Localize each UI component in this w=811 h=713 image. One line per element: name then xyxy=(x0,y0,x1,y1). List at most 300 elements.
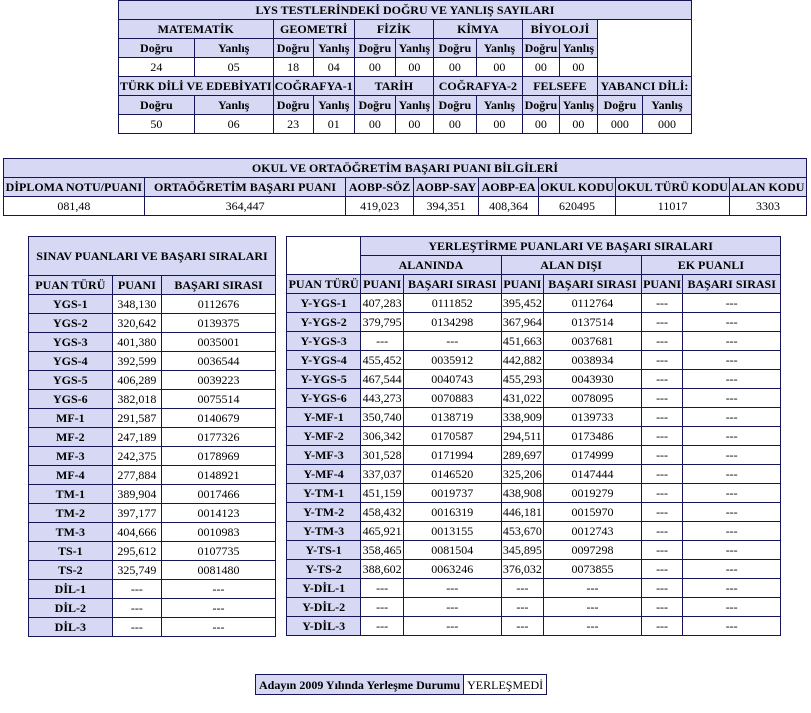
sira-cell: --- xyxy=(404,332,501,350)
puan-cell: 294,511 xyxy=(503,429,542,443)
table-row xyxy=(287,560,780,578)
dogru-header: Doğru xyxy=(524,41,558,55)
dogru-header: Doğru xyxy=(355,39,395,57)
sira-cell: --- xyxy=(683,332,780,350)
lys-value: 00 xyxy=(560,115,597,133)
puan-turu-cell: Y-YGS-4 xyxy=(287,351,360,369)
yanlis-header: Yanlış xyxy=(396,96,433,114)
puan-cell: --- xyxy=(642,446,683,464)
sira-cell: 0015970 xyxy=(544,503,641,521)
table-row xyxy=(29,409,275,427)
lys-value: 23 xyxy=(274,115,313,133)
sira-cell: --- xyxy=(683,560,780,578)
puan-cell: 345,895 xyxy=(502,543,542,557)
puan-turu-header: PUAN TÜRÜ xyxy=(29,276,112,294)
subject-matematik: MATEMATİK xyxy=(119,20,273,38)
puan-cell: 446,181 xyxy=(502,505,542,519)
puan-cell: 247,189 xyxy=(113,428,161,446)
puan-turu-cell: Y-MF-2 xyxy=(287,427,360,445)
puan-cell: --- xyxy=(502,598,544,616)
puan-turu-cell: Y-DİL-2 xyxy=(287,598,360,616)
basari-sirasi-header: BAŞARI SIRASI xyxy=(404,275,501,293)
puan-turu-cell: DİL-1 xyxy=(29,580,112,598)
subject-kimya: KİMYA xyxy=(434,20,522,38)
okul-kodu-value: 620495 xyxy=(539,197,615,215)
yer-blank-cell xyxy=(287,237,360,274)
sira-cell: --- xyxy=(162,618,275,636)
table-row xyxy=(287,408,780,426)
puan-turu-cell: TS-2 xyxy=(29,561,112,579)
sinav-rows xyxy=(29,295,275,636)
lys-value: 50 xyxy=(119,115,194,133)
okul-turu-kodu-value: 11017 xyxy=(616,197,729,215)
puan-turu-cell: Y-TS-2 xyxy=(287,560,360,578)
subject-biyoloji: BİYOLOJİ xyxy=(523,20,597,38)
sira-cell: 0147444 xyxy=(544,465,641,483)
okul-kodu-header: OKUL KODU xyxy=(540,180,614,194)
table-row xyxy=(29,333,275,351)
sira-cell: 0010983 xyxy=(162,523,275,541)
sira-cell: 0134298 xyxy=(404,313,501,331)
puan-cell: 325,206 xyxy=(502,467,542,481)
puan-cell: --- xyxy=(642,332,683,350)
puan-turu-cell: YGS-3 xyxy=(29,333,112,351)
sira-cell: --- xyxy=(683,503,780,521)
subject-yabanci-dili: YABANCI DİLİ: xyxy=(598,77,691,95)
diploma-header: DİPLOMA NOTU/PUANI xyxy=(5,180,143,194)
puan-cell: 401,380 xyxy=(113,333,161,351)
alan-kodu-value: 3303 xyxy=(730,197,806,215)
sira-cell: 0112676 xyxy=(162,295,275,313)
sira-cell: 0019737 xyxy=(404,484,501,502)
puan-cell: --- xyxy=(642,522,683,540)
status-label: Adayın 2009 Yılında Yerleşme Durumu xyxy=(256,675,463,694)
puan-cell: 467,544 xyxy=(362,372,402,386)
dogru-header: Doğru xyxy=(355,96,395,114)
puan-cell: 291,587 xyxy=(113,409,161,427)
table-row xyxy=(29,428,275,446)
sira-cell: --- xyxy=(544,617,641,635)
dogru-header: Doğru xyxy=(434,39,476,57)
sira-cell: 0081480 xyxy=(162,561,275,579)
sira-cell: 0178969 xyxy=(162,447,275,465)
sira-cell: 0081504 xyxy=(404,541,501,559)
puan-cell: --- xyxy=(113,580,161,598)
puan-cell: 389,904 xyxy=(113,485,161,503)
aobp-say-header: AOBP-SAY xyxy=(414,178,479,196)
puan-turu-cell: Y-YGS-1 xyxy=(287,294,360,312)
yer-title: YERLEŞTİRME PUANLARI VE BAŞARI SIRALARI xyxy=(361,237,780,255)
aobp-ea-value: 408,364 xyxy=(479,197,538,215)
sira-cell: 0075514 xyxy=(162,390,275,408)
table-row xyxy=(287,484,780,502)
lys-value: 000 xyxy=(643,115,691,133)
table-row xyxy=(287,370,780,388)
puan-turu-cell: Y-YGS-6 xyxy=(287,389,360,407)
yanlis-header: Yanlış xyxy=(396,39,433,57)
lys-value: 00 xyxy=(355,115,395,133)
table-row xyxy=(29,542,275,560)
sira-cell: 0078095 xyxy=(544,389,641,407)
puan-cell: --- xyxy=(642,503,683,521)
table-row xyxy=(29,371,275,389)
obp-table xyxy=(3,158,807,216)
table-row xyxy=(287,579,780,597)
table-row xyxy=(29,314,275,332)
sira-cell: 0012743 xyxy=(544,522,641,540)
puan-cell: --- xyxy=(361,598,403,616)
lys-value: 01 xyxy=(314,115,354,133)
basari-sirasi-header: BAŞARI SIRASI xyxy=(683,275,780,293)
puan-cell: --- xyxy=(642,484,683,502)
sira-cell: 0170587 xyxy=(404,427,501,445)
puan-cell: --- xyxy=(642,560,683,578)
sira-cell: --- xyxy=(683,598,780,616)
sira-cell: --- xyxy=(683,484,780,502)
obp-header: ORTAÖĞRETİM BAŞARI PUANI xyxy=(145,178,346,196)
puan-cell: 397,177 xyxy=(113,504,161,522)
puan-cell: 455,452 xyxy=(362,353,402,367)
sira-cell: 0139733 xyxy=(544,408,641,426)
sira-cell: 0040743 xyxy=(404,370,501,388)
table-row xyxy=(287,332,780,350)
lys-blank-cell xyxy=(598,20,691,76)
table-row xyxy=(287,598,780,616)
sira-cell: 0036544 xyxy=(162,352,275,370)
sira-cell: --- xyxy=(683,541,780,559)
puan-turu-cell: Y-TM-3 xyxy=(287,522,360,540)
lys-value: 24 xyxy=(119,58,194,76)
sira-cell: --- xyxy=(683,427,780,445)
puan-turu-cell: TM-2 xyxy=(29,504,112,522)
puan-cell: 451,159 xyxy=(362,486,402,500)
puan-turu-cell: TS-1 xyxy=(29,542,112,560)
sira-cell: --- xyxy=(683,465,780,483)
sira-cell: --- xyxy=(683,617,780,635)
puan-cell: --- xyxy=(642,408,683,426)
subject-felsefe: FELSEFE xyxy=(523,77,597,95)
table-row xyxy=(29,352,275,370)
puan-cell: 465,921 xyxy=(362,524,402,538)
table-row xyxy=(29,485,275,503)
puan-cell: 431,022 xyxy=(502,391,542,405)
sira-cell: 0063246 xyxy=(404,560,501,578)
lys-value: 04 xyxy=(314,58,354,76)
table-row xyxy=(287,503,780,521)
puan-cell: --- xyxy=(642,465,683,483)
sira-cell: 0038934 xyxy=(544,351,641,369)
yanlis-header: Yanlış xyxy=(314,96,354,114)
table-row xyxy=(287,541,780,559)
table-row xyxy=(287,522,780,540)
puan-turu-cell: YGS-4 xyxy=(29,352,112,370)
table-row xyxy=(29,447,275,465)
puan-cell: --- xyxy=(113,599,161,617)
puan-cell: 443,273 xyxy=(362,391,402,405)
puan-cell: --- xyxy=(361,332,403,350)
puan-cell: 325,749 xyxy=(113,561,161,579)
alan-kodu-header: ALAN KODU xyxy=(731,180,805,194)
status-table xyxy=(255,674,547,695)
dogru-header: Doğru xyxy=(274,96,313,114)
sira-cell: --- xyxy=(404,617,501,635)
puan-turu-cell: Y-YGS-3 xyxy=(287,332,360,350)
sira-cell: 0019279 xyxy=(544,484,641,502)
lys-value: 00 xyxy=(396,58,433,76)
puan-cell: 455,293 xyxy=(502,372,542,386)
lys-value: 00 xyxy=(560,58,597,76)
table-row xyxy=(287,294,780,312)
subject-cografya-1: COĞRAFYA-1 xyxy=(274,79,353,93)
puan-cell: 367,964 xyxy=(502,315,542,329)
puan-turu-cell: Y-TM-2 xyxy=(287,503,360,521)
puan-cell: 395,452 xyxy=(502,296,542,310)
dogru-header: Doğru xyxy=(274,39,313,57)
yanlis-header: Yanlış xyxy=(560,39,597,57)
puani-header: PUANI xyxy=(363,277,402,291)
sira-cell: --- xyxy=(544,598,641,616)
sira-cell: --- xyxy=(683,351,780,369)
puan-cell: 451,663 xyxy=(502,334,542,348)
sira-cell: 0097298 xyxy=(544,541,641,559)
puan-cell: 382,018 xyxy=(113,390,161,408)
puan-cell: --- xyxy=(502,579,544,597)
puan-cell: 453,670 xyxy=(502,524,542,538)
puan-turu-cell: Y-TS-1 xyxy=(287,541,360,559)
sira-cell: 0039223 xyxy=(162,371,275,389)
group-ek-puanli: EK PUANLI xyxy=(642,256,780,274)
lys-value: 000 xyxy=(598,115,642,133)
puan-turu-cell: YGS-2 xyxy=(29,314,112,332)
sira-cell: 0112764 xyxy=(544,294,641,312)
puan-turu-cell: Y-DİL-3 xyxy=(287,617,360,635)
okul-turu-kodu-header: OKUL TÜRÜ KODU xyxy=(617,180,728,194)
puan-turu-cell: Y-MF-3 xyxy=(287,446,360,464)
yanlis-header: Yanlış xyxy=(477,96,522,114)
puan-turu-cell: MF-4 xyxy=(29,466,112,484)
sira-cell: 0138719 xyxy=(404,408,501,426)
puan-cell: 301,528 xyxy=(362,448,402,462)
yanlis-header: Yanlış xyxy=(195,96,273,114)
sira-cell: 0139375 xyxy=(162,314,275,332)
sira-cell: --- xyxy=(683,446,780,464)
status-value: YERLEŞMEDİ xyxy=(464,675,546,694)
table-row xyxy=(287,389,780,407)
puan-turu-cell: YGS-6 xyxy=(29,390,112,408)
puan-cell: 338,909 xyxy=(502,410,542,424)
puan-cell: 277,884 xyxy=(113,466,161,484)
lys-value: 18 xyxy=(274,58,313,76)
puan-turu-cell: YGS-5 xyxy=(29,371,112,389)
puan-cell: 306,342 xyxy=(362,429,402,443)
puan-cell: 242,375 xyxy=(113,447,161,465)
puani-header: PUANI xyxy=(503,277,542,291)
puan-cell: 348,130 xyxy=(113,295,161,313)
lys-title: LYS TESTLERİNDEKİ DOĞRU VE YANLIŞ SAYILARI xyxy=(119,1,691,19)
sira-cell: 0174999 xyxy=(544,446,641,464)
table-row xyxy=(29,466,275,484)
puan-turu-cell: MF-2 xyxy=(29,428,112,446)
table-row xyxy=(287,617,780,635)
puan-turu-cell: Y-DİL-1 xyxy=(287,579,360,597)
puan-cell: 407,283 xyxy=(362,296,402,310)
lys-value: 00 xyxy=(396,115,433,133)
subject-turk-dili: TÜRK DİLİ VE EDEBİYATI xyxy=(120,79,272,93)
sira-cell: 0035001 xyxy=(162,333,275,351)
aobp-soz-value: 419,023 xyxy=(346,197,412,215)
puan-cell: 458,432 xyxy=(362,505,402,519)
table-row xyxy=(29,618,275,636)
puan-cell: 388,602 xyxy=(362,562,402,576)
sira-cell: 0171994 xyxy=(404,446,501,464)
puan-turu-cell: MF-3 xyxy=(29,447,112,465)
sira-cell: --- xyxy=(683,313,780,331)
sira-cell: --- xyxy=(404,598,501,616)
sira-cell: 0013155 xyxy=(404,522,501,540)
yanlis-header: Yanlış xyxy=(560,96,597,114)
basari-sirasi-header: BAŞARI SIRASI xyxy=(544,275,641,293)
sira-cell: --- xyxy=(404,579,501,597)
puan-cell: 442,882 xyxy=(502,353,542,367)
table-row xyxy=(29,580,275,598)
puani-header: PUANI xyxy=(643,277,682,291)
lys-value: 00 xyxy=(355,58,395,76)
puan-cell: --- xyxy=(642,598,683,616)
diploma-value: 081,48 xyxy=(4,197,144,215)
sira-cell: 0140679 xyxy=(162,409,275,427)
puan-cell: 320,642 xyxy=(113,314,161,332)
subject-geometri: GEOMETRİ xyxy=(274,20,354,38)
sira-cell: --- xyxy=(162,580,275,598)
sira-cell: --- xyxy=(683,294,780,312)
sinav-title: SINAV PUANLARI VE BAŞARI SIRALARI xyxy=(29,237,275,275)
sira-cell: --- xyxy=(683,370,780,388)
puan-cell: --- xyxy=(642,427,683,445)
sira-cell: --- xyxy=(544,579,641,597)
yanlis-header: Yanlış xyxy=(643,96,691,114)
puan-turu-cell: MF-1 xyxy=(29,409,112,427)
lys-value: 00 xyxy=(434,115,476,133)
sira-cell: 0148921 xyxy=(162,466,275,484)
yer-rows xyxy=(287,294,780,635)
puani-header: PUANI xyxy=(113,276,161,294)
lys-value: 00 xyxy=(434,58,476,76)
table-row xyxy=(29,504,275,522)
dogru-header: Doğru xyxy=(434,96,476,114)
table-row xyxy=(29,523,275,541)
dogru-header: Doğru xyxy=(598,96,642,114)
subject-tarih: TARİH xyxy=(355,77,433,95)
puan-cell: 376,032 xyxy=(502,562,542,576)
obp-value: 364,447 xyxy=(145,197,346,215)
puan-cell: 289,697 xyxy=(502,448,542,462)
puan-turu-cell: Y-TM-1 xyxy=(287,484,360,502)
subject-fizik: FİZİK xyxy=(355,20,433,38)
puan-cell: --- xyxy=(642,351,683,369)
group-alaninda: ALANINDA xyxy=(361,256,500,274)
puan-cell: --- xyxy=(502,617,544,635)
sira-cell: 0070883 xyxy=(404,389,501,407)
puan-cell: 295,612 xyxy=(113,542,161,560)
puan-turu-cell: TM-3 xyxy=(29,523,112,541)
obp-title: OKUL VE ORTAÖĞRETİM BAŞARI PUANI BİLGİLERİ xyxy=(4,159,806,177)
puan-cell: 438,908 xyxy=(502,486,542,500)
puan-turu-cell: Y-YGS-5 xyxy=(287,370,360,388)
puan-turu-header: PUAN TÜRÜ xyxy=(288,277,359,291)
aobp-soz-header: AOBP-SÖZ xyxy=(346,178,412,196)
puan-cell: --- xyxy=(642,313,683,331)
puan-cell: 379,795 xyxy=(362,315,402,329)
sinav-table xyxy=(28,236,276,637)
puan-cell: --- xyxy=(642,579,683,597)
puan-turu-cell: Y-YGS-2 xyxy=(287,313,360,331)
sira-cell: 0014123 xyxy=(162,504,275,522)
puan-cell: --- xyxy=(642,541,683,559)
sira-cell: --- xyxy=(683,522,780,540)
aobp-say-value: 394,351 xyxy=(414,197,479,215)
lys-value: 00 xyxy=(523,115,559,133)
aobp-ea-header: AOBP-EA xyxy=(479,178,538,196)
sira-cell: 0173486 xyxy=(544,427,641,445)
puan-turu-cell: YGS-1 xyxy=(29,295,112,313)
lys-value: 00 xyxy=(523,58,559,76)
sira-cell: 0017466 xyxy=(162,485,275,503)
dogru-header: Doğru xyxy=(119,39,194,57)
puan-cell: 350,740 xyxy=(362,410,402,424)
sira-cell: 0107735 xyxy=(162,542,275,560)
puan-turu-cell: DİL-2 xyxy=(29,599,112,617)
puan-cell: 392,599 xyxy=(113,352,161,370)
table-row xyxy=(287,351,780,369)
dogru-header: Doğru xyxy=(524,98,558,112)
puan-cell: --- xyxy=(642,617,683,635)
table-row xyxy=(287,313,780,331)
table-row xyxy=(287,465,780,483)
lys-table xyxy=(118,0,692,134)
sira-cell: 0035912 xyxy=(404,351,501,369)
sira-cell: 0037681 xyxy=(544,332,641,350)
puan-cell: --- xyxy=(361,617,403,635)
group-alan-disi: ALAN DIŞI xyxy=(502,256,641,274)
sira-cell: 0073855 xyxy=(544,560,641,578)
puan-cell: 337,037 xyxy=(362,467,402,481)
lys-value: 00 xyxy=(477,58,522,76)
puan-cell: 404,666 xyxy=(113,523,161,541)
puan-cell: --- xyxy=(642,370,683,388)
puan-cell: --- xyxy=(361,579,403,597)
puan-cell: --- xyxy=(642,294,683,312)
table-row xyxy=(29,390,275,408)
subject-cografya-2: COĞRAFYA-2 xyxy=(434,77,522,95)
lys-value: 05 xyxy=(195,58,273,76)
sira-cell: 0043930 xyxy=(544,370,641,388)
yanlis-header: Yanlış xyxy=(314,39,354,57)
table-row xyxy=(29,561,275,579)
sira-cell: --- xyxy=(162,599,275,617)
sira-cell: --- xyxy=(683,408,780,426)
puan-turu-cell: DİL-3 xyxy=(29,618,112,636)
lys-value: 00 xyxy=(477,115,522,133)
sira-cell: --- xyxy=(683,579,780,597)
sira-cell: 0111852 xyxy=(404,294,501,312)
sira-cell: 0016319 xyxy=(404,503,501,521)
sira-cell: 0137514 xyxy=(544,313,641,331)
lys-value: 06 xyxy=(195,115,273,133)
table-row xyxy=(29,599,275,617)
sira-cell: --- xyxy=(683,389,780,407)
table-row xyxy=(29,295,275,313)
puan-cell: --- xyxy=(642,389,683,407)
